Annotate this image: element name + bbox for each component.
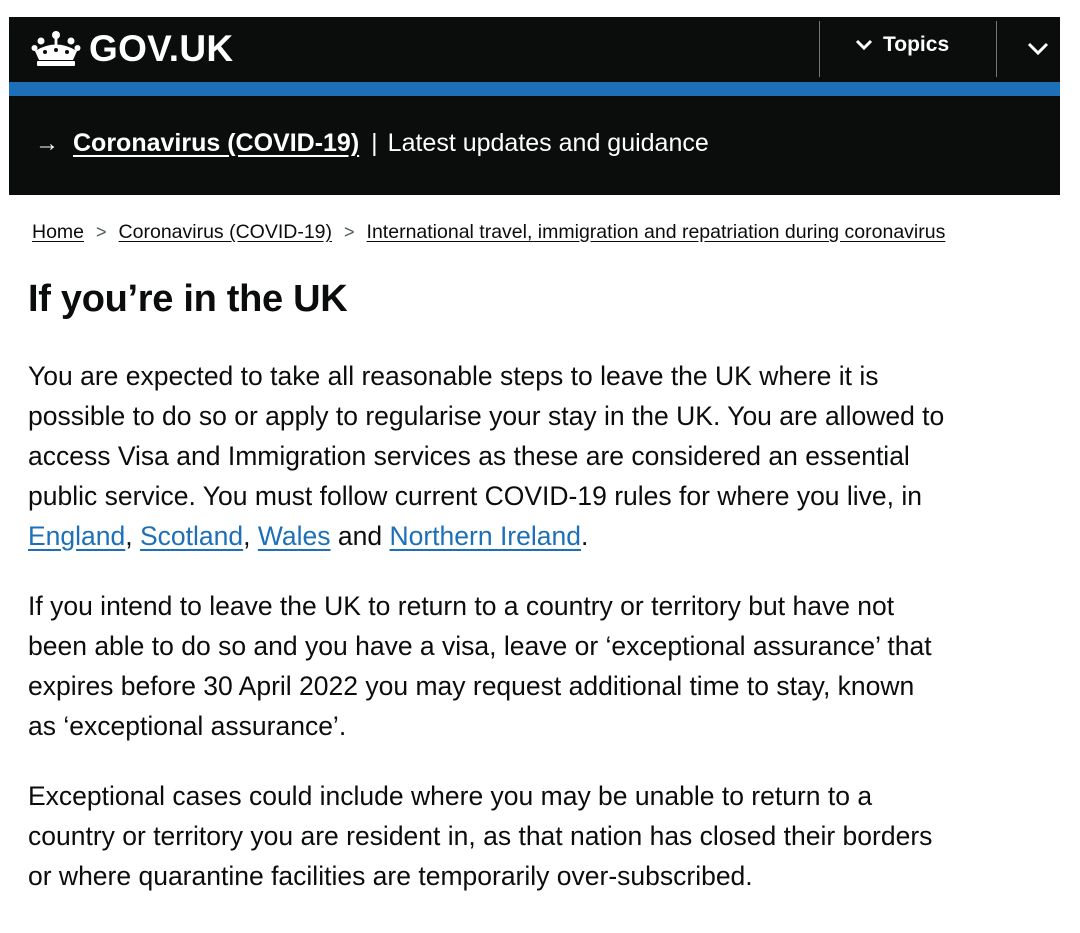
link-wales[interactable]: Wales: [257, 521, 331, 551]
breadcrumb-coronavirus[interactable]: Coronavirus (COVID-19): [118, 221, 333, 243]
header-divider: [996, 21, 997, 77]
covid-link[interactable]: Coronavirus (COVID-19): [73, 129, 360, 157]
header-blue-bar: [9, 82, 1060, 96]
topics-button[interactable]: [855, 33, 949, 57]
banner-divider: |: [371, 129, 378, 157]
paragraph-line-links: [28, 516, 1038, 556]
page-frame: [9, 17, 1060, 195]
banner-subtitle: Latest updates and guidance: [387, 129, 709, 157]
paragraph-line: public service. You must follow current COVID-19 rules for where you live, in: [28, 481, 923, 511]
breadcrumb-international-travel[interactable]: International travel, immigration and repatriation during coronavirus: [366, 221, 946, 243]
paragraph-line: as ‘exceptional assurance’.: [28, 711, 347, 741]
paragraph-line: been able to do so and you have a visa, leave or ‘exceptional assurance’ that: [28, 631, 932, 661]
topics-label: Topics: [883, 33, 950, 56]
page-title: If you’re in the UK: [28, 278, 348, 320]
site-header: [9, 17, 1060, 82]
logo-text: GOV.UK: [89, 28, 234, 69]
arrow-right-icon: →: [35, 129, 59, 157]
link-northern-ireland[interactable]: Northern Ireland: [389, 521, 581, 551]
header-divider: [819, 21, 820, 77]
paragraph-expected-steps: [28, 356, 1038, 556]
breadcrumb: [32, 221, 945, 244]
paragraph-line: If you intend to leave the UK to return to a country or territory but have not: [28, 591, 895, 621]
breadcrumb-separator: >: [96, 222, 107, 242]
link-england[interactable]: England: [28, 521, 126, 551]
paragraph-line: possible to do so or apply to regularise your stay in the UK. You are allowed to: [28, 401, 945, 431]
paragraph-line: Exceptional cases could include where you may be unable to return to a: [28, 781, 873, 811]
covid-banner: [9, 96, 1060, 195]
govuk-logo-link[interactable]: [31, 27, 233, 71]
crown-icon: [31, 30, 81, 68]
text-joiner: ,: [243, 521, 258, 551]
paragraph-line: or where quarantine facilities are temporarily over-subscribed.: [28, 861, 753, 891]
text-joiner: .: [580, 521, 589, 551]
paragraph-exceptional-assurance: [28, 586, 1038, 746]
paragraph-exceptional-cases: [28, 776, 1038, 896]
paragraph-line: country or territory you are resident in, as that nation has closed their borders: [28, 821, 933, 851]
breadcrumb-home[interactable]: Home: [32, 221, 85, 243]
text-joiner: ,: [125, 521, 140, 551]
link-scotland[interactable]: Scotland: [140, 521, 244, 551]
text-joiner: and: [330, 521, 390, 551]
paragraph-line: access Visa and Immigration services as these are considered an essential: [28, 441, 910, 471]
paragraph-line: You are expected to take all reasonable steps to leave the UK where it is: [28, 361, 879, 391]
breadcrumb-separator: >: [344, 222, 355, 242]
paragraph-line: expires before 30 April 2022 you may request additional time to stay, known: [28, 671, 915, 701]
chevron-down-icon: [855, 39, 873, 51]
chevron-down-icon[interactable]: [1027, 41, 1049, 57]
